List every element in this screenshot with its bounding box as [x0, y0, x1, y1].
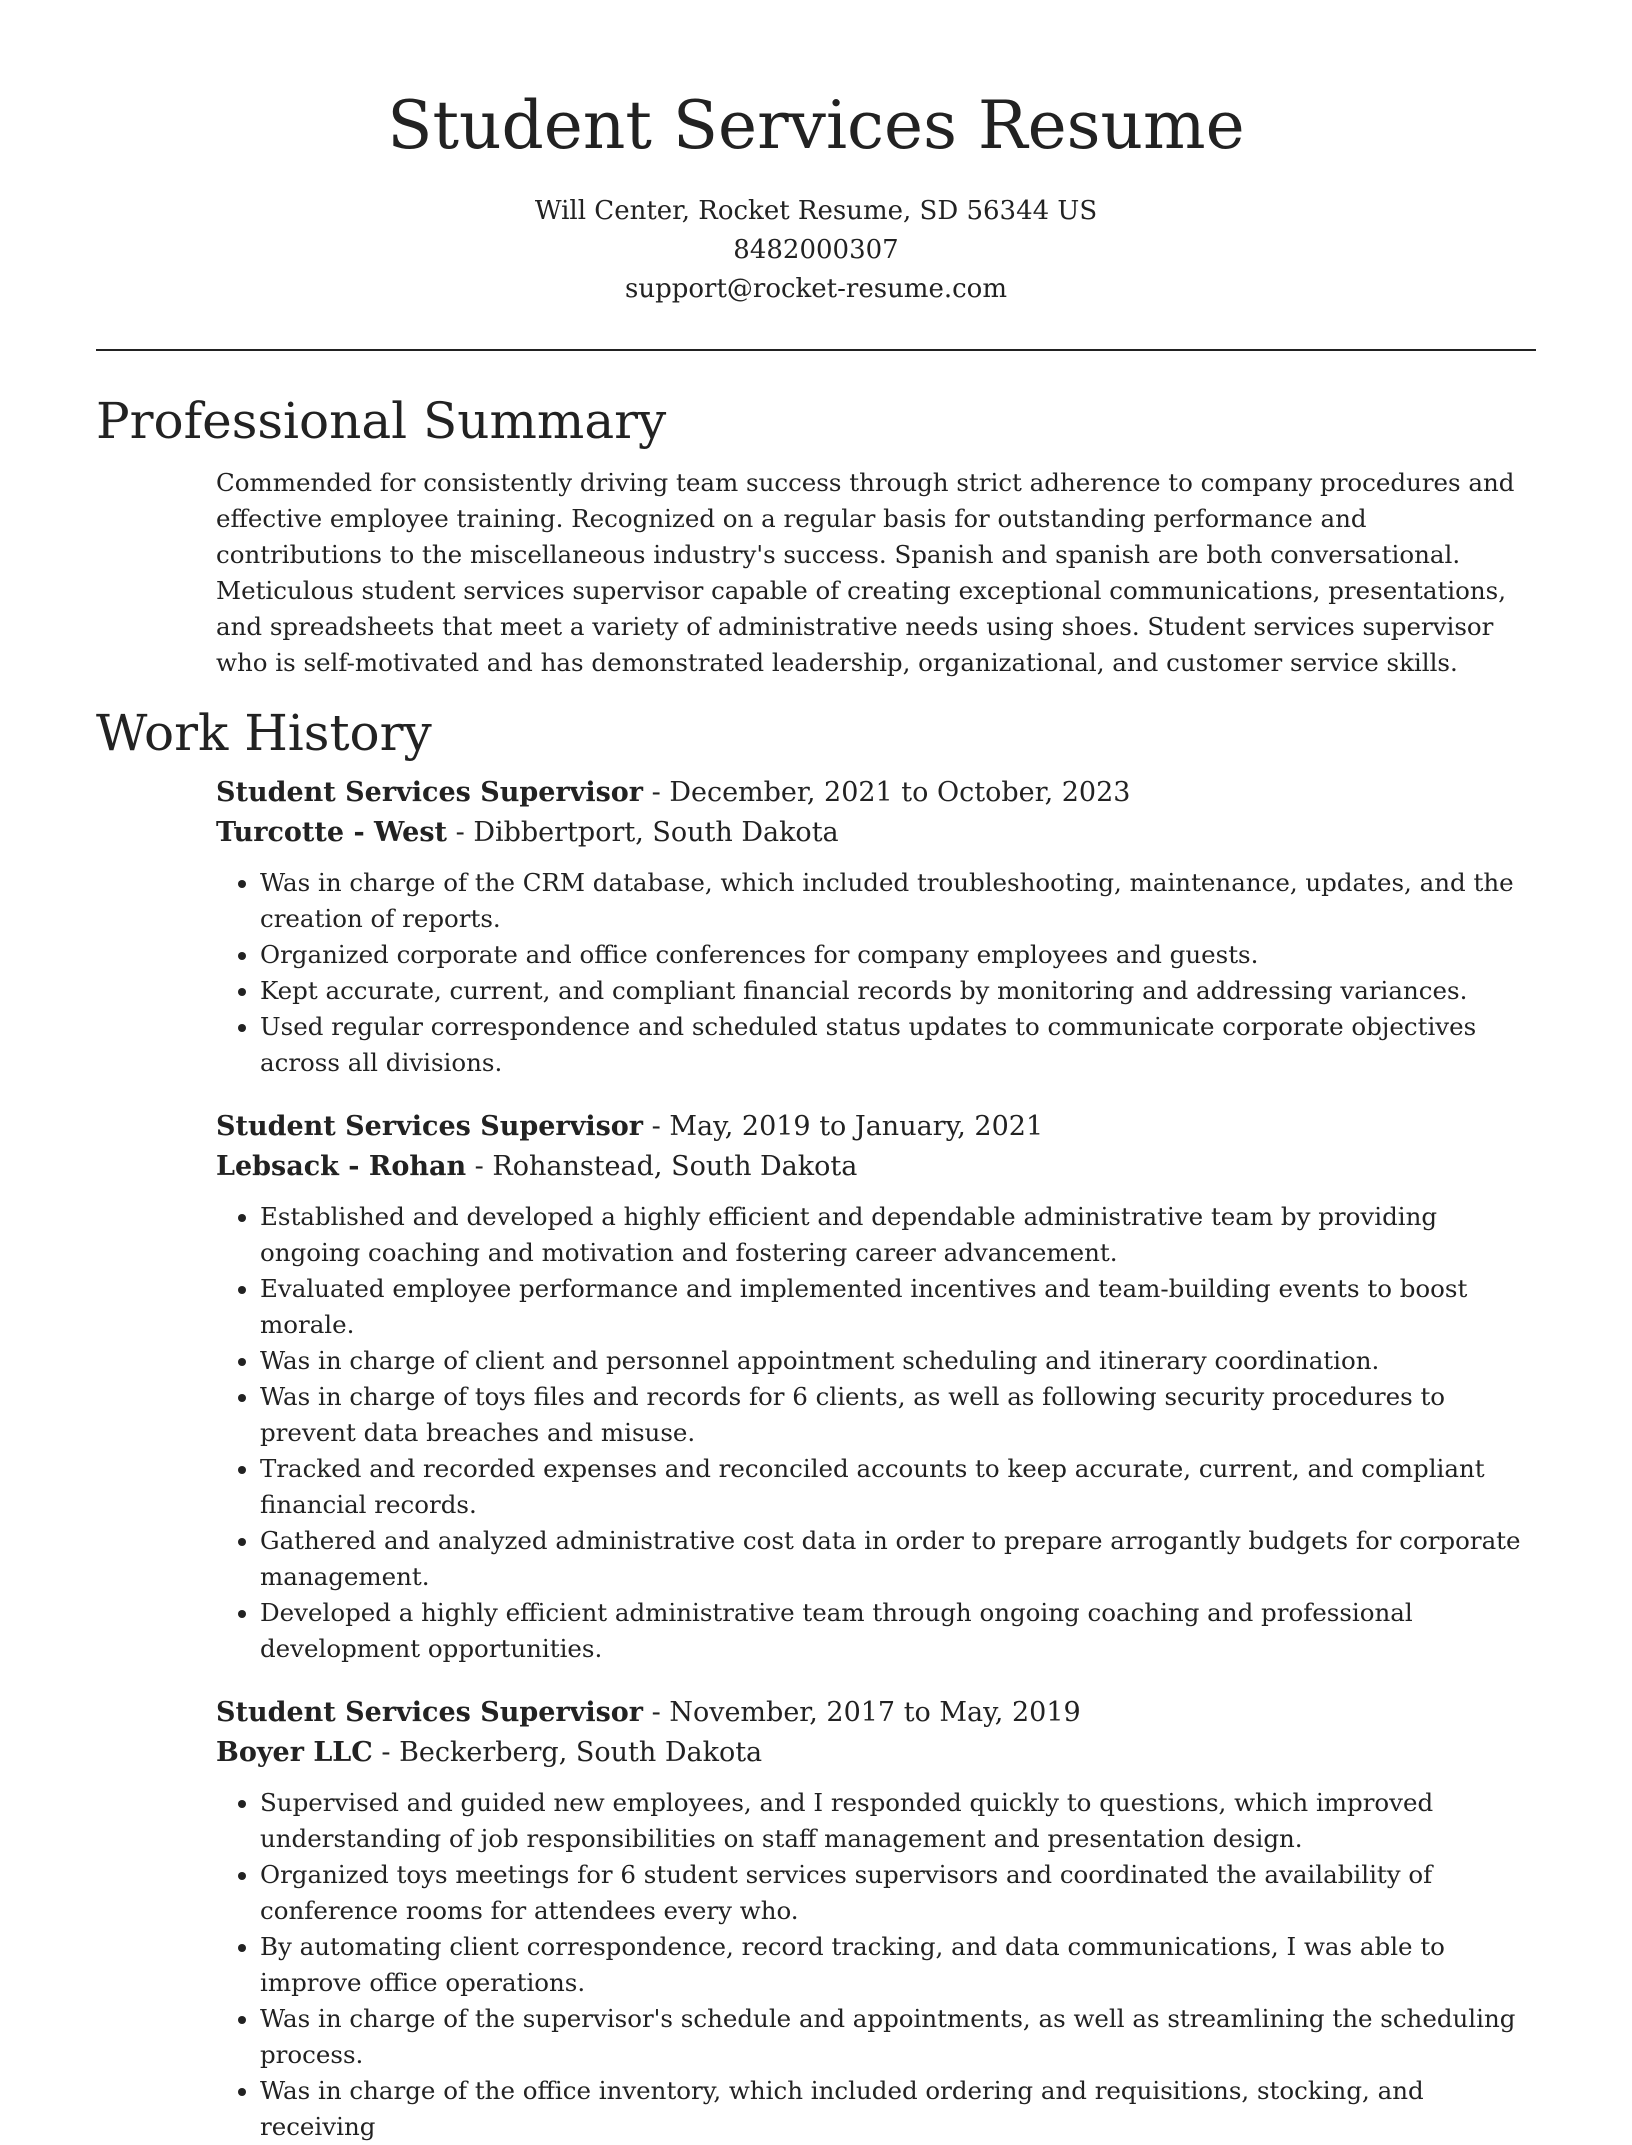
- job-bullet: • Was in charge of the CRM database, which included troubleshooting, maintenance, updates, and the creation of reports.: [260, 865, 1536, 937]
- job-bullet: • Was in charge of the supervisor's schedule and appointments, as well as streamlining the scheduling process.: [260, 2001, 1536, 2073]
- resume-header: [96, 0, 1536, 309]
- job-bullets: [216, 865, 1536, 1081]
- contact-address: Will Center, Rocket Resume, SD 56344 US: [534, 196, 1098, 226]
- work-history-section: [216, 773, 1536, 2145]
- summary-heading: Professional Summary: [96, 392, 667, 450]
- job-bullet: • Evaluated employee performance and implemented incentives and team-building events to boost morale.: [260, 1271, 1536, 1343]
- summary-text: Commended for consistently driving team success through strict adherence to company procedures and effective employee training. Recognized on a regular basis for outstanding performance and contributions to the miscellaneous industry's success. Spanish and spanish are both conversational. Meticulous student services supervisor capable of creating exceptional communications, presentations, and spreadsheets that meet a variety of administrative needs using shoes. Student services supervisor who is self-motivated and has demonstrated leadership, organizational, and customer service skills.: [216, 468, 1515, 677]
- job-title: Student Services Supervisor: [216, 777, 644, 808]
- summary-section: [216, 465, 1536, 681]
- job-bullet: • Organized corporate and office conferences for company employees and guests.: [260, 937, 1536, 973]
- job-bullet: • Organized toys meetings for 6 student services supervisors and coordinated the availability of conference rooms for attendees every who.: [260, 1857, 1536, 1929]
- job-entry: [216, 1107, 1536, 1667]
- job-bullet: • Was in charge of client and personnel appointment scheduling and itinerary coordination.: [260, 1343, 1536, 1379]
- job-bullets: [216, 1199, 1536, 1667]
- job-bullet: • Supervised and guided new employees, and I responded quickly to questions, which improved understanding of job responsibilities on staff management and presentation design.: [260, 1785, 1536, 1857]
- job-location: - Rohanstead, South Dakota: [466, 1151, 858, 1182]
- contact-email: support@rocket-resume.com: [624, 274, 1007, 304]
- job-bullet: • Gathered and analyzed administrative cost data in order to prepare arrogantly budgets for corporate management.: [260, 1523, 1536, 1595]
- job-dates: - December, 2021 to October, 2023: [643, 777, 1131, 808]
- resume-title: Student Services Resume: [387, 87, 1245, 164]
- job-bullet: • Used regular correspondence and scheduled status updates to communicate corporate objectives across all divisions.: [260, 1009, 1536, 1081]
- job-bullet: • Kept accurate, current, and compliant financial records by monitoring and addressing variances.: [260, 973, 1536, 1009]
- job-bullets: [216, 1785, 1536, 2145]
- job-location: - Dibbertport, South Dakota: [447, 817, 839, 848]
- job-bullet: • By automating client correspondence, record tracking, and data communications, I was able to improve office operations.: [260, 1929, 1536, 2001]
- header-divider: [96, 349, 1536, 351]
- job-entry: [216, 773, 1536, 1081]
- job-title-line: [216, 773, 1536, 813]
- job-title: Student Services Supervisor: [216, 1697, 644, 1728]
- job-company: Boyer LLC: [216, 1737, 373, 1768]
- job-company-line: [216, 1147, 1536, 1187]
- job-bullet: • Tracked and recorded expenses and reconciled accounts to keep accurate, current, and compliant financial records.: [260, 1451, 1536, 1523]
- job-title-line: [216, 1107, 1536, 1147]
- job-dates: - November, 2017 to May, 2019: [643, 1697, 1081, 1728]
- job-company-line: [216, 813, 1536, 853]
- contact-phone: 8482000307: [733, 235, 899, 265]
- job-company: Lebsack - Rohan: [216, 1151, 467, 1182]
- job-title: Student Services Supervisor: [216, 1111, 644, 1142]
- job-dates: - May, 2019 to January, 2021: [643, 1111, 1044, 1142]
- job-title-line: [216, 1693, 1536, 1733]
- job-bullet: • Developed a highly efficient administrative team through ongoing coaching and professional development opportunities.: [260, 1595, 1536, 1667]
- contact-block: [96, 192, 1536, 309]
- job-entry: [216, 1693, 1536, 2145]
- job-location: - Beckerberg, South Dakota: [372, 1737, 763, 1768]
- job-company-line: [216, 1733, 1536, 1773]
- job-bullet: • Was in charge of toys files and records for 6 clients, as well as following security procedures to prevent data breaches and misuse.: [260, 1379, 1536, 1451]
- job-bullet: • Established and developed a highly efficient and dependable administrative team by providing ongoing coaching and motivation and fostering career advancement.: [260, 1199, 1536, 1271]
- work-history-heading: Work History: [96, 704, 432, 762]
- job-company: Turcotte - West: [216, 817, 448, 848]
- job-bullet: • Was in charge of the office inventory, which included ordering and requisitions, stocking, and receiving: [260, 2073, 1536, 2145]
